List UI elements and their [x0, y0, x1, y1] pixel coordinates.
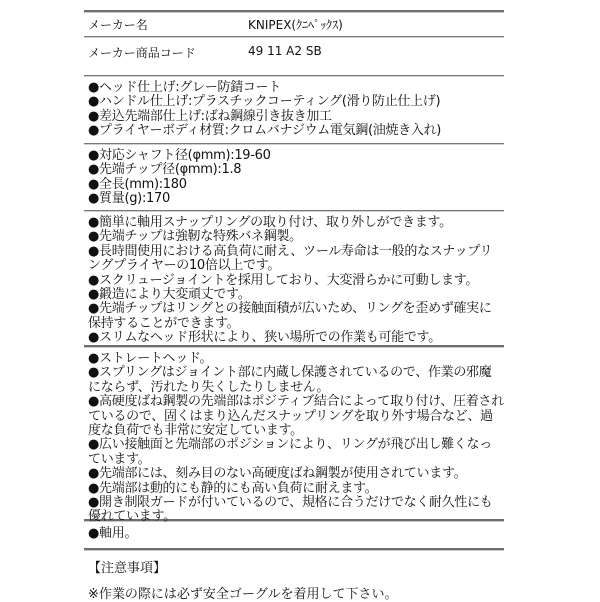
caution-text: ※作業の際には必ず安全ゴーグルを着用して下さい。: [88, 587, 398, 602]
list-item: ● 先端部には、刻み目のない高硬度ばね鋼製が使用されています。: [88, 467, 504, 481]
finish-list: [84, 77, 504, 143]
list-item: ● 鍛造により大変頑丈です。: [88, 288, 504, 302]
usage-list: [84, 522, 504, 548]
list-item: ● ヘッド仕上げ:グレー防錆コート: [88, 81, 504, 95]
list-item: ● 先端チップは強靭な特殊バネ鋼製。: [88, 230, 504, 244]
list-item: ● 先端チップ径(φmm):1.8: [88, 163, 504, 177]
list-item: ● 質量(g):170: [88, 192, 504, 206]
maker-label: メーカー名: [88, 18, 148, 32]
list-item: ● 簡単に軸用スナップリングの取り付け、取り外しができます。: [88, 216, 504, 230]
list-item: ● 全長(mm):180: [88, 178, 504, 192]
maker-value: KNIPEX(ｸﾆﾍﾟｯｸｽ): [248, 18, 343, 32]
details-list: [84, 348, 504, 525]
caution-heading: 【注意事項】: [88, 561, 167, 576]
list-item: ● スリムなヘッド形状により、狭い場所での作業も可能です。: [88, 331, 504, 345]
code-label: メーカー商品コード: [88, 46, 196, 60]
list-item: ● ストレートヘッド。: [88, 352, 504, 366]
list-item: ● プライヤーボディ材質:クロムバナジウム電気鋼(油焼き入れ): [88, 124, 504, 138]
list-item: ● 差込先端部仕上げ:ばね鋼線引き抜き加工: [88, 110, 504, 124]
code-value: 49 11 A2 SB: [248, 44, 322, 58]
list-item: ● 先端チップはリングとの接触面積が広いため、リングを歪めず確実に保持することができます。: [88, 302, 504, 331]
list-item: ● 広い接触面と先端部のポジションにより、リングが飛び出し難くなっています。: [88, 438, 504, 467]
product-spec-sheet: [84, 10, 504, 602]
spec-row-code: [84, 38, 504, 75]
specs-list: [84, 145, 504, 210]
list-item: ● 長時間使用における高負荷に耐え、ツール寿命は一般的なスナップリングプライヤーの10倍以上です。: [88, 245, 504, 274]
list-item: ● 軸用。: [88, 527, 504, 541]
list-item: ● 高硬度ばね鋼製の先端部はポジティブ結合によって取り付け、圧着されているので、固くはまり込んだスナップリングを取り外す場合など、過度な負荷でも非常に安定しています。: [88, 395, 504, 438]
spec-row-maker: [84, 13, 504, 36]
list-item: ● ハンドル仕上げ:プラスチックコーティング(滑り防止仕上げ): [88, 95, 504, 109]
list-item: ● 開き制限ガードが付いているので、規格に合うだけでなく耐久性にも優れています。: [88, 496, 504, 525]
list-item: ● スクリュージョイントを採用しており、大変滑らかに可動します。: [88, 274, 504, 288]
list-item: ● 先端部は動的にも静的にも高い負荷に耐えます。: [88, 482, 504, 496]
list-item: ● スプリングはジョイント部に内蔵し保護されているので、作業の邪魔にならず、汚れたり失くしたりしません。: [88, 366, 504, 395]
features-list: [84, 212, 504, 345]
list-item: ● 対応シャフト径(φmm):19-60: [88, 149, 504, 163]
